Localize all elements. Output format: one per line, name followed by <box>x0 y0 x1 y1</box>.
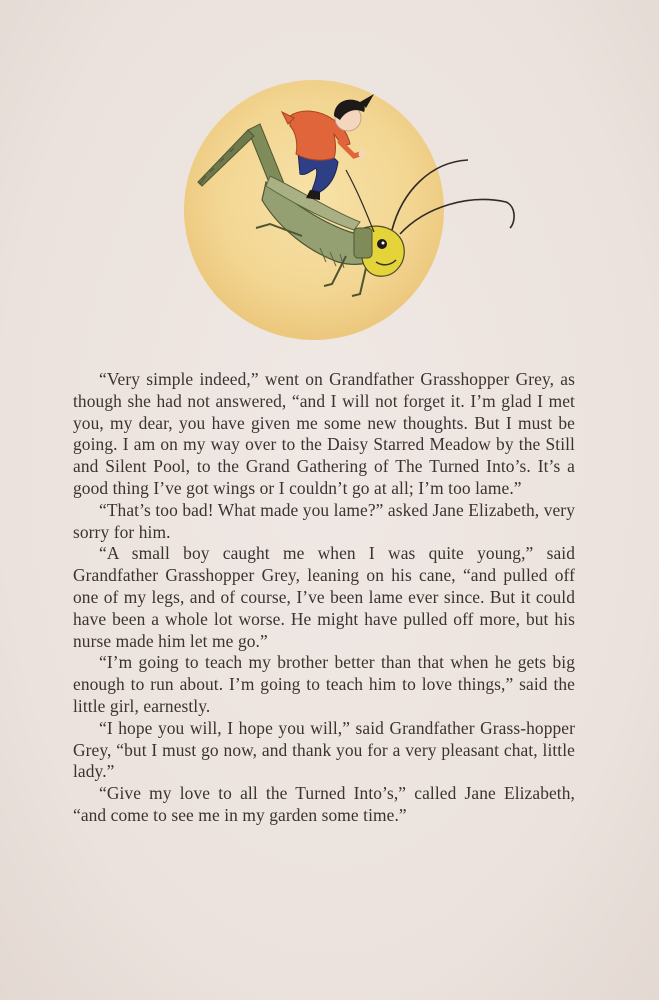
paragraph: “Very simple indeed,” went on Grandfather Grasshopper Grey, as though she had not answered, “and I will not forget it. I’m glad I met you, my dear, you have given me some new thoughts. But I must be going. I am on my way over to the Daisy Starred Meadow by the Still and Silent Pool, to the Grand Gathering of The Turned Into’s. It’s a good thing I’ve got wings or I couldn’t go at all; I’m too lame.” <box>73 369 575 498</box>
paragraph: “A small boy caught me when I was quite young,” said Grandfather Grasshopper Grey, leaning on his cane, “and pulled off one of my legs, and of course, I’ve been lame ever since. But it could have been a whole lot worse. He might have pulled off more, but his nurse made him let me go.” <box>73 543 575 651</box>
paragraph: “That’s too bad! What made you lame?” asked Jane Elizabeth, very sorry for him. <box>73 499 575 542</box>
paragraph: “Give my love to all the Turned Into’s,” called Jane Elizabeth, “and come to see me in my garden some time.” <box>73 783 575 825</box>
paragraph: “I hope you will, I hope you will,” said Grandfather Grass-hopper Grey, “but I must go now, and thank you for a very pleasant chat, little lady.” <box>73 717 575 782</box>
child-riding-grasshopper-icon <box>170 72 530 352</box>
paragraph: “I’m going to teach my brother better than that when he gets big enough to run about. I’m going to teach him to love things,” said the little girl, earnestly. <box>73 652 575 716</box>
story-text <box>73 369 575 827</box>
